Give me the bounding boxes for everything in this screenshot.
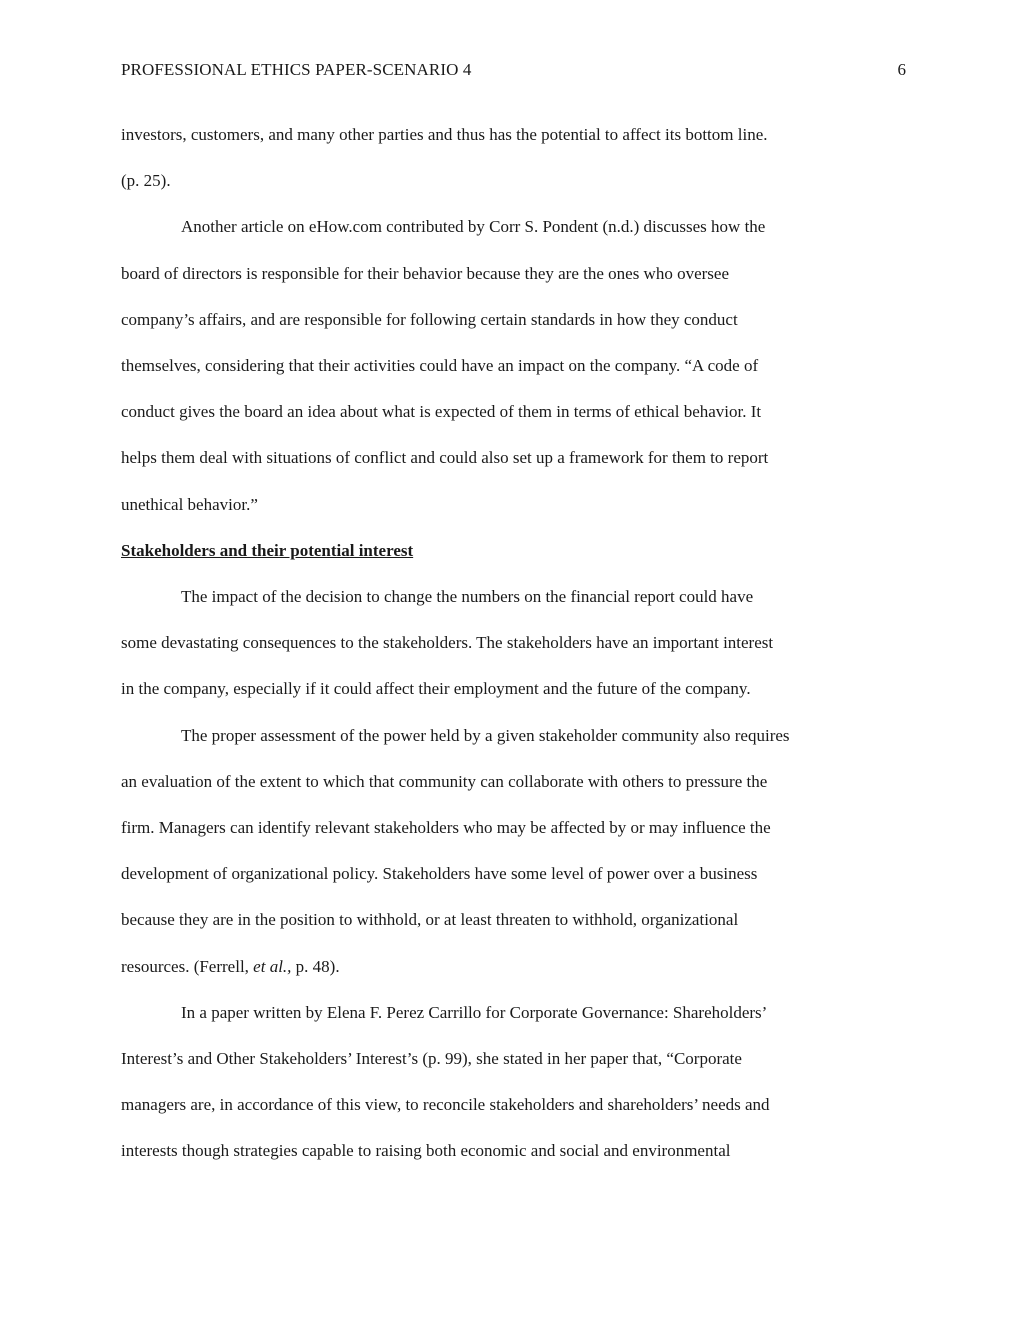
text-line: conduct gives the board an idea about what is expected of them in terms of ethical behavior. It [121,402,762,422]
paragraph-start-line: In a paper written by Elena F. Perez Carrillo for Corporate Governance: Shareholders’ [181,1002,768,1022]
paragraph-start-line: Another article on eHow.com contributed by Corr S. Pondent (n.d.) discusses how the [181,217,766,237]
body-text [121,112,901,1175]
text-line: managers are, in accordance of this view, to reconcile stakeholders and shareholders’ needs and [121,1095,770,1115]
text-line: themselves, considering that their activities could have an impact on the company. “A code of [121,356,759,376]
citation-page: p. 48). [291,956,340,976]
text-line: company’s affairs, and are responsible for following certain standards in how they conduct [121,309,738,329]
text-line: (p. 25). [121,171,171,191]
section-heading: Stakeholders and their potential interest [121,540,414,560]
paragraph-start-line: The proper assessment of the power held by a given stakeholder community also requires [181,725,790,745]
text-line: Interest’s and Other Stakeholders’ Interest’s (p. 99), she stated in her paper that, “Corporate [121,1049,742,1069]
text-line: some devastating consequences to the stakeholders. The stakeholders have an important interest [121,633,774,653]
citation-text: resources. (Ferrell, [121,956,254,976]
citation-line [121,944,901,990]
text-line: firm. Managers can identify relevant stakeholders who may be affected by or may influence the [121,818,771,838]
text-line: investors, customers, and many other parties and thus has the potential to affect its bottom line. [121,125,768,144]
text-line: because they are in the position to withhold, or at least threaten to withhold, organizational [121,910,739,930]
text-line: helps them deal with situations of conflict and could also set up a framework for them to report [121,448,769,468]
text-line: interests though strategies capable to raising both economic and social and environmental [121,1141,731,1161]
paragraph-start-line: The impact of the decision to change the numbers on the financial report could have [181,587,754,607]
text-line: unethical behavior.” [121,494,258,514]
citation-etal: et al., [253,956,292,976]
text-line: an evaluation of the extent to which that community can collaborate with others to pressure the [121,771,768,791]
text-line: in the company, especially if it could affect their employment and the future of the company. [121,679,751,699]
text-line: board of directors is responsible for their behavior because they are the ones who oversee [121,263,729,283]
page-number: 6 [897,60,906,79]
running-head: PROFESSIONAL ETHICS PAPER-SCENARIO 4 [121,60,472,79]
text-line: development of organizational policy. Stakeholders have some level of power over a business [121,864,758,884]
